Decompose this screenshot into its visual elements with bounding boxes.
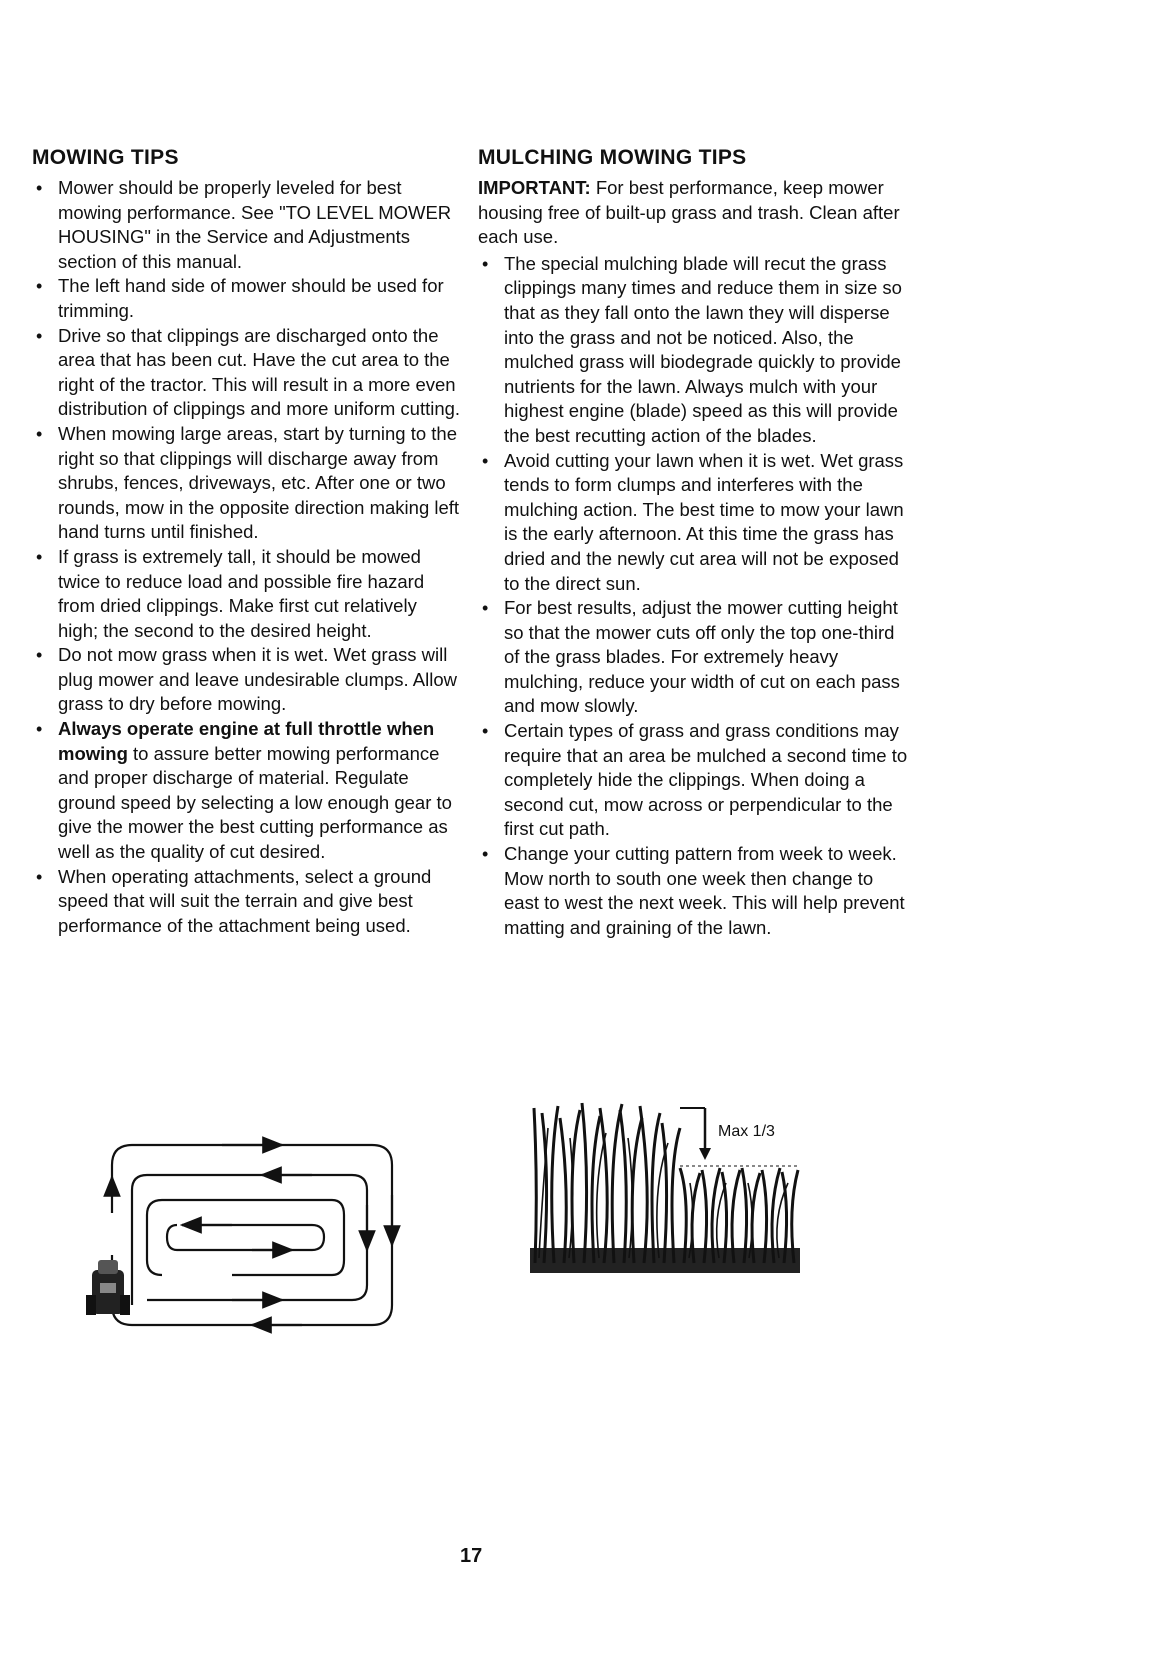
throttle-bold-text: Always operate engine at full throttle when mowing bbox=[58, 718, 435, 764]
tractor-icon bbox=[86, 1260, 130, 1315]
list-item: • If grass is extremely tall, it should be mowed twice to reduce load and possible fire hazard from dried clippings. Make first cut relatively high; the second to the desired height. bbox=[32, 545, 462, 643]
list-item: • Certain types of grass and grass conditions may require that an area be mulched a second time to completely hide the clippings. When doing a second cut, mow across or perpendicular to the first cut path. bbox=[478, 719, 908, 842]
list-item: • Change your cutting pattern from week to week. Mow north to south one week then change to east to west the next week. This will help prevent matting and graining of the lawn. bbox=[478, 842, 908, 940]
important-text: For best performance, keep mower housing free of built-up grass and trash. Clean after each use. bbox=[478, 177, 900, 248]
important-note bbox=[478, 176, 908, 250]
mowing-tips-heading: MOWING TIPS bbox=[32, 146, 179, 169]
list-item: • The special mulching blade will recut the grass clippings many times and reduce them in size so that as they fall onto the lawn they will disperse into the grass and not be noticed. Also, the mulched grass will biodegrade quickly to provide nutrients for the lawn. Always mulch with your highest engine (blade) speed as this will provide the best recutting action of the blades. bbox=[478, 252, 908, 449]
throttle-text: to assure better mowing performance and proper discharge of material. Regulate ground speed by selecting a low enough gear to give the mower the best cutting performance as well as the quality of cut desired. bbox=[58, 742, 452, 863]
mulching-tips-heading: MULCHING MOWING TIPS bbox=[478, 146, 747, 169]
page-number: 17 bbox=[460, 1545, 483, 1567]
list-item: • The left hand side of mower should be used for trimming. bbox=[32, 274, 462, 323]
list-item: • When operating attachments, select a ground speed that will suit the terrain and give best performance of the attachment being used. bbox=[32, 865, 462, 939]
list-item: • Avoid cutting your lawn when it is wet. Wet grass tends to form clumps and interferes with the mulching action. The best time to mow your lawn is the early afternoon. At this time the grass has dried and the newly cut area will not be exposed to the direct sun. bbox=[478, 449, 908, 597]
list-item: • Do not mow grass when it is wet. Wet grass will plug mower and leave undesirable clumps. Allow grass to dry before mowing. bbox=[32, 643, 462, 717]
mulching-tips-section bbox=[478, 146, 908, 940]
mowing-tips-list bbox=[32, 176, 462, 938]
max-height-label: Max 1/3 bbox=[718, 1123, 775, 1140]
important-label: IMPORTANT: bbox=[478, 177, 591, 198]
list-item: • For best results, adjust the mower cutting height so that the mower cuts off only the top one-third of the grass blades. For extremely heavy mulching, reduce your width of cut on each pass and mow slowly. bbox=[478, 596, 908, 719]
mowing-tips-section bbox=[32, 146, 462, 938]
grass-cut-height-diagram bbox=[530, 1098, 830, 1278]
list-item: • Drive so that clippings are discharged onto the area that has been cut. Have the cut area to the right of the tractor. This will result in a more even distribution of clippings and more uniform cutting. bbox=[32, 324, 462, 422]
list-item: • When mowing large areas, start by turning to the right so that clippings will discharge away from shrubs, fences, driveways, etc. After one or two rounds, mow in the opposite direction making left hand turns until finished. bbox=[32, 422, 462, 545]
mulching-tips-list bbox=[478, 252, 908, 941]
mowing-pattern-diagram bbox=[82, 1135, 422, 1340]
list-item: • Mower should be properly leveled for best mowing performance. See "TO LEVEL MOWER HOUSING" in the Service and Adjustments section of this manual. bbox=[32, 176, 462, 274]
list-item-throttle bbox=[32, 717, 462, 865]
